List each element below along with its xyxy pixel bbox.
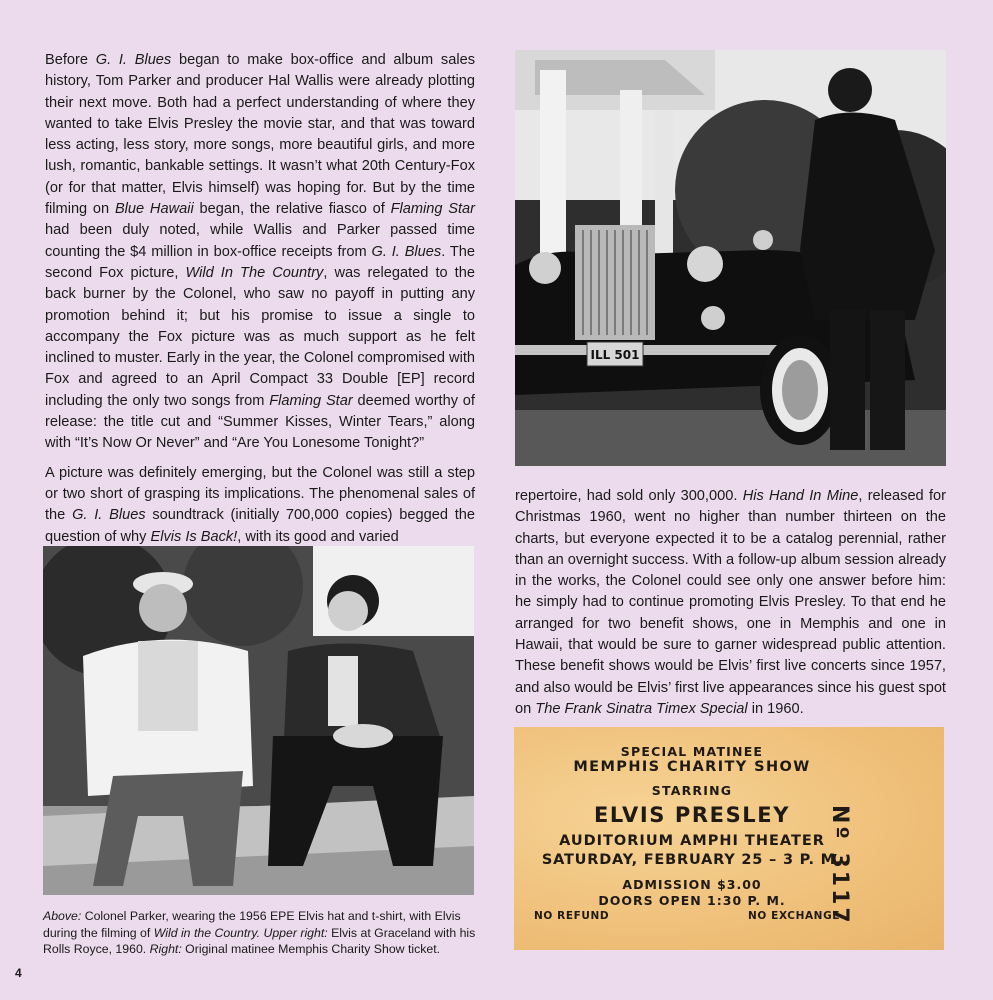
ticket-event-type: SPECIAL MATINEE [620, 744, 764, 759]
italic-title: Wild in the Country. [153, 925, 261, 940]
italic-title: His Hand In Mine [742, 488, 859, 504]
article-column-right [515, 486, 946, 728]
concert-ticket [514, 727, 944, 950]
italic-title: G. I. Blues [72, 507, 146, 524]
italic-title: G. I. Blues [371, 243, 442, 260]
page-number: 4 [15, 966, 22, 980]
photo-parker-illustration [43, 546, 474, 895]
ticket-event-name: MEMPHIS CHARITY SHOW [573, 759, 811, 775]
ticket-performer: ELVIS PRESLEY [593, 803, 791, 827]
article-paragraph: Before G. I. Blues began to make box-office and album sales history, Tom Parker and producer Hal Wallis were already plotting their next move. Both had a perfect understanding of where they wanted to take Elvis Presley the movie star, and that was toward less acting, less story, more songs, more beautiful girls, and more lush, romantic, bankable settings. It wasn’t what 20th Century-Fox (or for that matter, Elvis himself) was hoping for. But by the time filming on Blue Hawaii began, the relative fiasco of Flaming Star had been duly noted, while Wallis and Parker passed time counting the $4 million in box-office receipts from G. I. Blues. The second Fox picture, Wild In The Country, was relegated to the back burner by the Colonel, who saw no payoff in putting any promotion behind it; but his promise to issue a single to accompany the Fox picture was as much support as he felt inclined to muster. Early in the year, the Colonel compromised with Fox and agreed to an April Compact 33 Double [EP] record including the only two songs from Flaming Star deemed worthy of release: the title cut and “Summer Kisses, Winter Tears,” along with “It’s Now Or Never” and “Are You Lonesome Tonight?” [45, 52, 476, 452]
ticket-doors-open: DOORS OPEN 1:30 P. M. [598, 893, 786, 908]
italic-title: Elvis Is Back! [150, 528, 238, 545]
ticket-venue: AUDITORIUM AMPHI THEATER [559, 833, 825, 849]
article-paragraph: repertoire, had sold only 300,000. His Hand In Mine, released for Christmas 1960, went no higher than number thirteen on the charts, but everyone expected it to be a catalog perennial, rather than an overnight success. With a follow-up album session already in the works, the Colonel could see only one answer before him: he simply had to continue promoting Elvis Presley. To that end he arranged for two benefit shows, one in Memphis and one in Hawaii, that would be sure to garner widespread public attention. These benefit shows would be Elvis’ first live concerts since 1957, and also would be Elvis’ first live appearances since his guest spot on The Frank Sinatra Timex Special in 1960. [515, 488, 946, 717]
italic-title: G. I. Blues [95, 52, 172, 68]
ticket-no-exchange: NO EXCHANGE [748, 910, 841, 922]
photo-graceland-illustration [515, 50, 946, 466]
italic-title: Blue Hawaii [114, 201, 194, 218]
italic-title: Flaming Star [390, 201, 476, 218]
article-column-left [45, 50, 475, 556]
photo-colonel-parker-with-elvis [43, 546, 474, 895]
italic-title: Upper right: [263, 925, 328, 940]
photo-elvis-graceland-rolls-royce [515, 50, 946, 466]
license-plate: ILL 501 [590, 348, 640, 362]
ticket-admission-price: ADMISSION $3.00 [622, 877, 762, 892]
ticket-date-time: SATURDAY, FEBRUARY 25 – 3 P. M. [541, 852, 843, 868]
italic-title: Right: [149, 942, 182, 956]
italic-title: Wild In The Country [185, 264, 324, 281]
photo-caption: Above: Colonel Parker, wearing the 1956 EPE Elvis hat and t-shirt, with Elvis during the filming of Wild in the Country. Upper right: Elvis at Graceland with his Rolls Royce, 1960. Right: Original matinee Memphis Charity Show ticket. [43, 909, 476, 956]
ticket-no-refund: NO REFUND [534, 910, 610, 922]
ticket-starring-label: STARRING [651, 783, 733, 798]
ticket-serial-number: Nº 3117 [827, 805, 852, 926]
article-paragraph: A picture was definitely emerging, but the Colonel was still a step or two short of grasping its implications. The phenomenal sales of the G. I. Blues soundtrack (initially 700,000 copies) begged the question of why Elvis Is Back!, with its good and varied [45, 464, 476, 545]
italic-title: The Frank Sinatra Timex Special [535, 700, 748, 717]
italic-title: Flaming Star [269, 392, 353, 409]
italic-title: Above: [43, 909, 82, 923]
